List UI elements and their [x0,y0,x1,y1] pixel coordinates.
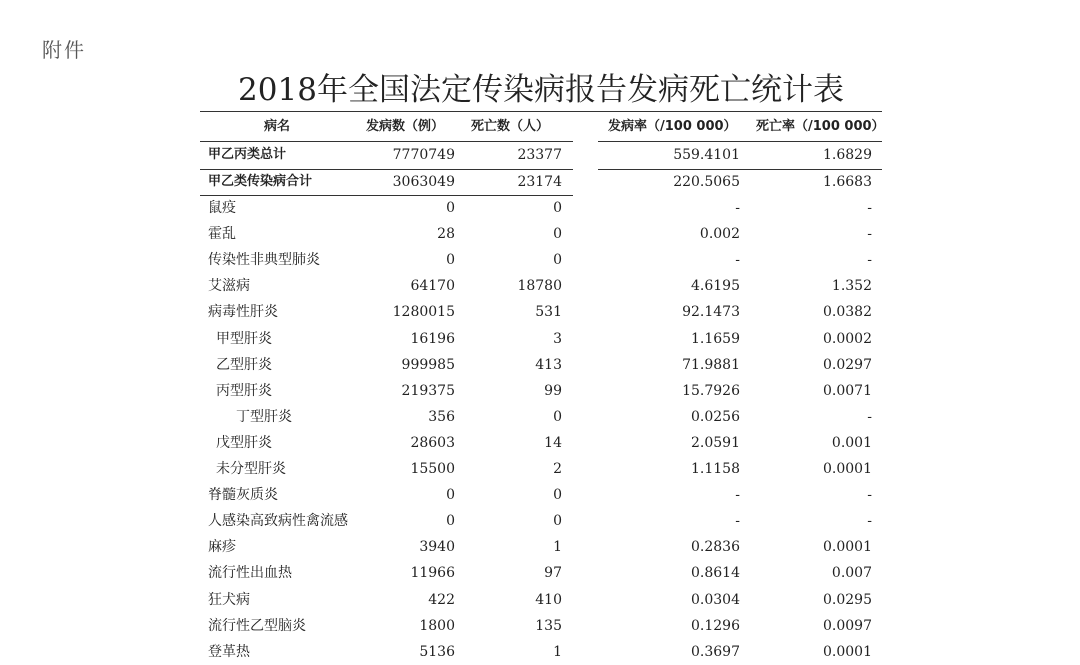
deaths-value: 135 [535,617,562,634]
mortality-value: 0.0001 [823,539,872,556]
table-row [200,613,882,639]
mortality-value: 1.6683 [823,174,872,190]
incidence-value: 1.1659 [691,330,740,347]
mortality-value: 0.0071 [823,382,872,399]
mortality-value: 0.0001 [823,461,872,477]
deaths-value: 0 [553,200,562,216]
mortality-value: 0.0295 [823,591,872,608]
incidence-value: 220.5065 [673,174,740,190]
mortality-value: 0.0097 [823,617,872,634]
mortality-value: 0.007 [831,565,872,582]
incidence-value: 0.8614 [691,565,740,582]
deaths-value: 0 [553,487,562,504]
disease-name: 狂犬病 [208,591,250,608]
disease-name: 霍乱 [208,226,236,243]
deaths-value: 23377 [517,147,562,163]
mortality-value: 0.0382 [823,304,872,321]
deaths-value: 410 [535,591,562,608]
disease-name: 甲型肝炎 [216,330,272,347]
disease-name: 艾滋病 [208,278,250,295]
disease-name: 流行性出血热 [208,565,292,582]
disease-name: 乙型肝炎 [216,356,272,373]
table-row [200,221,882,247]
incidence-value: 2.0591 [691,434,740,451]
cases-value: 0 [446,252,455,269]
header-mortality: 死亡率（/100 000） [756,119,885,134]
deaths-value: 3 [553,330,562,347]
cases-value: 7770749 [392,147,455,163]
mortality-value: 0.0297 [823,356,872,373]
cases-value: 422 [428,591,455,608]
cases-value: 5136 [419,643,455,660]
deaths-value: 18780 [517,278,562,295]
table-row [200,430,882,456]
incidence-value: 0.3697 [691,643,740,660]
header-name: 病名 [264,119,291,134]
table-row [200,142,882,168]
incidence-value: 1.1158 [691,461,740,477]
disease-name: 甲乙类传染病合计 [208,174,313,189]
cases-value: 1280015 [392,304,455,321]
disease-name: 病毒性肝炎 [208,304,278,321]
deaths-value: 0 [553,513,562,530]
table-row [200,456,882,482]
table-header [200,114,885,140]
disease-name: 麻疹 [208,539,236,556]
table-row [200,404,882,430]
table-row [200,195,882,221]
cases-value: 0 [446,200,455,216]
table-top-rule [200,111,882,112]
cases-value: 219375 [401,382,455,399]
mortality-value: 0.001 [831,434,872,451]
table-row [200,326,882,352]
incidence-value: 0.1296 [691,617,740,634]
incidence-value: - [735,513,740,530]
deaths-value: 14 [544,434,562,451]
disease-name: 戊型肝炎 [216,434,272,451]
incidence-value: 559.4101 [673,147,740,163]
mortality-value: - [867,487,872,504]
disease-name: 鼠疫 [208,200,236,216]
mortality-value: - [867,226,872,243]
table-row [200,378,882,404]
cases-value: 0 [446,487,455,504]
cases-value: 3940 [419,539,455,556]
incidence-value: 71.9881 [682,356,740,373]
deaths-value: 23174 [517,174,562,190]
header-deaths: 死亡数（人） [471,119,550,134]
cases-value: 28603 [410,434,455,451]
deaths-value: 1 [553,643,562,660]
mortality-value: 0.0001 [823,643,872,660]
deaths-value: 1 [553,539,562,556]
deaths-value: 0 [553,226,562,243]
deaths-value: 531 [535,304,562,321]
deaths-value: 97 [544,565,562,582]
deaths-value: 413 [535,356,562,373]
table-row [200,508,882,534]
disease-name: 人感染高致病性禽流感 [208,513,348,530]
incidence-value: 0.2836 [691,539,740,556]
mortality-value: - [867,513,872,530]
annex-label: 附件 [42,38,86,62]
deaths-value: 0 [553,252,562,269]
deaths-value: 2 [553,461,562,477]
mortality-value: 1.6829 [823,147,872,163]
cases-value: 1800 [419,617,455,634]
table-row [200,482,882,508]
disease-name: 传染性非典型肺炎 [208,252,320,269]
mortality-value: - [867,252,872,269]
incidence-value: 0.0256 [691,408,740,425]
disease-name: 流行性乙型脑炎 [208,617,306,634]
disease-name: 甲乙丙类总计 [208,147,287,162]
table-row [200,247,882,273]
cases-value: 0 [446,513,455,530]
mortality-value: 0.0002 [823,330,872,347]
mortality-value: - [867,408,872,425]
disease-name: 登革热 [208,643,250,660]
table-row [200,587,882,613]
cases-value: 64170 [410,278,455,295]
incidence-value: - [735,487,740,504]
deaths-value: 0 [553,408,562,425]
disease-name: 丁型肝炎 [236,408,292,425]
table-row [200,534,882,560]
incidence-value: - [735,252,740,269]
cases-value: 3063049 [392,174,455,190]
page-title: 2018年全国法定传染病报告发病死亡统计表 [238,72,844,108]
incidence-value: 0.0304 [691,591,740,608]
mortality-value: - [867,200,872,216]
mortality-value: 1.352 [831,278,872,295]
disease-name: 未分型肝炎 [216,461,286,477]
deaths-value: 99 [544,382,562,399]
table-row [200,273,882,299]
cases-value: 356 [428,408,455,425]
incidence-value: 4.6195 [691,278,740,295]
header-incidence: 发病率（/100 000） [608,119,737,134]
cases-value: 28 [437,226,455,243]
table-row [200,352,882,378]
cases-value: 11966 [410,565,455,582]
header-cases: 发病数（例） [366,119,445,134]
incidence-value: 92.1473 [682,304,740,321]
incidence-value: 15.7926 [682,382,740,399]
table-row [200,560,882,586]
disease-name: 丙型肝炎 [216,382,272,399]
cases-value: 999985 [401,356,455,373]
incidence-value: 0.002 [699,226,740,243]
cases-value: 15500 [410,461,455,477]
incidence-value: - [735,200,740,216]
table-row [200,169,882,195]
cases-value: 16196 [410,330,455,347]
table-row [200,299,882,325]
disease-name: 脊髓灰质炎 [208,487,278,504]
